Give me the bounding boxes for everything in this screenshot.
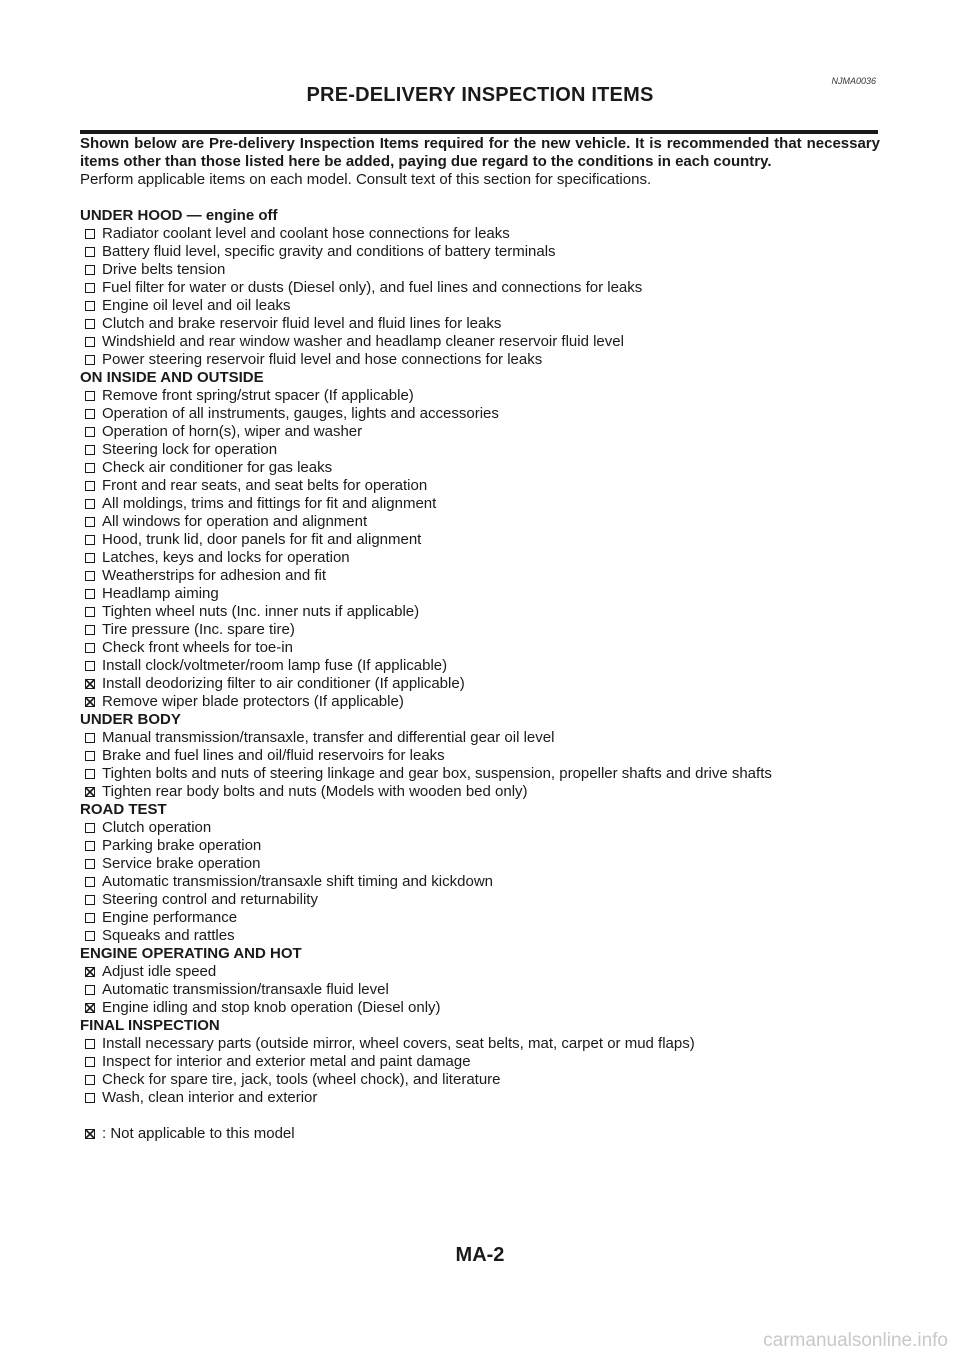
checkbox-empty-icon (85, 355, 95, 365)
checkbox-empty-icon (85, 895, 95, 905)
checklist-item-text: Manual transmission/transaxle, transfer and differential gear oil level (102, 729, 555, 746)
checklist-item-text: All moldings, trims and fittings for fit and alignment (102, 495, 437, 512)
checkbox-empty-icon (85, 337, 95, 347)
section-heading: ON INSIDE AND OUTSIDE (80, 369, 264, 386)
checkbox-empty-icon (85, 823, 95, 833)
checklist-item-text: Windshield and rear window washer and headlamp cleaner reservoir fluid level (102, 333, 624, 350)
checklist-item (80, 747, 880, 765)
checklist-item-text: Remove wiper blade protectors (If applicable) (102, 693, 404, 710)
checkbox-empty-icon (85, 859, 95, 869)
checkbox-empty-icon (85, 229, 95, 239)
checklist-item (80, 837, 880, 855)
checklist-item-text: Tighten bolts and nuts of steering linkage and gear box, suspension, propeller shafts and drive shafts (102, 765, 772, 782)
checklist-item (80, 351, 880, 369)
checkbox-empty-icon (85, 607, 95, 617)
checklist-item (80, 891, 880, 909)
checklist-item (80, 855, 880, 873)
checkbox-empty-icon (85, 841, 95, 851)
checklist-item-text: Adjust idle speed (102, 963, 217, 980)
checkbox-crossed-icon (85, 1129, 95, 1139)
checklist-item-text: Install clock/voltmeter/room lamp fuse (If applicable) (102, 657, 448, 674)
checklist-item-text: Parking brake operation (102, 837, 262, 854)
checkbox-empty-icon (85, 1093, 95, 1103)
checklist-item (80, 783, 880, 801)
checkbox-empty-icon (85, 517, 95, 527)
checkbox-empty-icon (85, 265, 95, 275)
checklist-item-text: Operation of horn(s), wiper and washer (102, 423, 363, 440)
section-heading: UNDER BODY (80, 711, 181, 728)
checkbox-empty-icon (85, 769, 95, 779)
checklist-item-text: Remove front spring/strut spacer (If applicable) (102, 387, 414, 404)
checkbox-empty-icon (85, 445, 95, 455)
section-heading: FINAL INSPECTION (80, 1017, 220, 1034)
checklist-item-text: Automatic transmission/transaxle shift timing and kickdown (102, 873, 493, 890)
checkbox-empty-icon (85, 913, 95, 923)
checklist-item (80, 315, 880, 333)
checkbox-empty-icon (85, 247, 95, 257)
checklist-item (80, 639, 880, 657)
checklist-item (80, 657, 880, 675)
checklist-item-text: Fuel filter for water or dusts (Diesel only), and fuel lines and connections for leaks (102, 279, 643, 296)
checklist-item (80, 477, 880, 495)
checklist-item (80, 729, 880, 747)
watermark: carmanualsonline.info (763, 1330, 948, 1351)
checklist-item-text: Wash, clean interior and exterior (102, 1089, 318, 1106)
checklist-item-text: Tighten wheel nuts (Inc. inner nuts if applicable) (102, 603, 420, 620)
checkbox-empty-icon (85, 553, 95, 563)
section-heading: ENGINE OPERATING AND HOT (80, 945, 302, 962)
checklist-item (80, 459, 880, 477)
checklist-item (80, 1089, 880, 1107)
checklist-item-text: Squeaks and rattles (102, 927, 235, 944)
checklist-item-text: Check air conditioner for gas leaks (102, 459, 333, 476)
checklist-item (80, 441, 880, 459)
checklist-item (80, 387, 880, 405)
checklist-item-text: Hood, trunk lid, door panels for fit and alignment (102, 531, 422, 548)
checklist-item (80, 819, 880, 837)
checklist-item-text: Tire pressure (Inc. spare tire) (102, 621, 295, 638)
checklist-item (80, 603, 880, 621)
inspection-sections (80, 207, 880, 1107)
checklist-item (80, 909, 880, 927)
checklist-item (80, 261, 880, 279)
checklist-item-text: Install deodorizing filter to air conditioner (If applicable) (102, 675, 465, 692)
checkbox-empty-icon (85, 499, 95, 509)
checklist-item-text: Clutch operation (102, 819, 212, 836)
checklist-item-text: Power steering reservoir fluid level and hose connections for leaks (102, 351, 543, 368)
checkbox-empty-icon (85, 1039, 95, 1049)
checklist-item-text: Latches, keys and locks for operation (102, 549, 350, 566)
checklist-item-text: Steering lock for operation (102, 441, 278, 458)
checklist-item-text: Headlamp aiming (102, 585, 219, 602)
checkbox-empty-icon (85, 1075, 95, 1085)
checkbox-empty-icon (85, 409, 95, 419)
checklist-item-text: Operation of all instruments, gauges, lights and accessories (102, 405, 499, 422)
checklist-item (80, 531, 880, 549)
checklist-item (80, 279, 880, 297)
checkbox-empty-icon (85, 733, 95, 743)
checkbox-empty-icon (85, 319, 95, 329)
checkbox-empty-icon (85, 391, 95, 401)
checkbox-empty-icon (85, 589, 95, 599)
checkbox-crossed-icon (85, 1003, 95, 1013)
checkbox-empty-icon (85, 283, 95, 293)
checkbox-empty-icon (85, 877, 95, 887)
checklist-item (80, 963, 880, 981)
checklist-item-text: Front and rear seats, and seat belts for operation (102, 477, 428, 494)
checklist-item (80, 585, 880, 603)
checkbox-empty-icon (85, 571, 95, 581)
checklist-item (80, 243, 880, 261)
checklist-item (80, 549, 880, 567)
checklist-item (80, 405, 880, 423)
checklist-item-text: Radiator coolant level and coolant hose connections for leaks (102, 225, 510, 242)
checklist-item-text: Tighten rear body bolts and nuts (Models with wooden bed only) (102, 783, 528, 800)
checklist-item (80, 513, 880, 531)
checkbox-empty-icon (85, 931, 95, 941)
checkbox-empty-icon (85, 985, 95, 995)
checklist-item (80, 333, 880, 351)
checkbox-empty-icon (85, 535, 95, 545)
checklist-item-text: Weatherstrips for adhesion and fit (102, 567, 327, 584)
checkbox-empty-icon (85, 643, 95, 653)
checklist-item (80, 297, 880, 315)
legend-text: : Not applicable to this model (102, 1125, 295, 1142)
document-body (80, 135, 880, 1143)
checklist-item-text: Service brake operation (102, 855, 261, 872)
checklist-item (80, 693, 880, 711)
checklist-item (80, 567, 880, 585)
checkbox-empty-icon (85, 481, 95, 491)
checklist-item-text: Steering control and returnability (102, 891, 318, 908)
checkbox-crossed-icon (85, 787, 95, 797)
checklist-item (80, 675, 880, 693)
checkbox-crossed-icon (85, 967, 95, 977)
checklist-item-text: Brake and fuel lines and oil/fluid reservoirs for leaks (102, 747, 445, 764)
checkbox-empty-icon (85, 751, 95, 761)
checklist-item-text: All windows for operation and alignment (102, 513, 368, 530)
checklist-item (80, 927, 880, 945)
title-rule (80, 130, 878, 134)
checkbox-empty-icon (85, 1057, 95, 1067)
checkbox-empty-icon (85, 427, 95, 437)
checklist-item-text: Inspect for interior and exterior metal and paint damage (102, 1053, 471, 1070)
checklist-item-text: Engine oil level and oil leaks (102, 297, 291, 314)
checklist-item-text: Battery fluid level, specific gravity and conditions of battery terminals (102, 243, 556, 260)
checklist-item (80, 495, 880, 513)
checklist-item-text: Check front wheels for toe-in (102, 639, 293, 656)
checklist-item (80, 423, 880, 441)
reference-code: NJMA0036 (831, 76, 876, 86)
checkbox-crossed-icon (85, 697, 95, 707)
intro-bold-paragraph: Shown below are Pre-delivery Inspection Items required for the new vehicle. It is recommended that necessary items other than those listed here be added, paying due regard to the conditions in each country. (80, 135, 880, 170)
section-heading: UNDER HOOD — engine off (80, 207, 278, 224)
intro-paragraph: Perform applicable items on each model. Consult text of this section for specifications. (80, 171, 652, 188)
checkbox-empty-icon (85, 625, 95, 635)
checklist-item (80, 981, 880, 999)
checklist-item (80, 1035, 880, 1053)
checklist-item (80, 225, 880, 243)
legend (80, 1125, 880, 1143)
checklist-item (80, 1071, 880, 1089)
page-number: MA-2 (455, 1244, 505, 1266)
checklist-item-text: Drive belts tension (102, 261, 226, 278)
checkbox-crossed-icon (85, 679, 95, 689)
checklist-item-text: Automatic transmission/transaxle fluid level (102, 981, 389, 998)
checkbox-empty-icon (85, 463, 95, 473)
checklist-item-text: Install necessary parts (outside mirror, wheel covers, seat belts, mat, carpet or mud flaps) (102, 1035, 695, 1052)
section-heading: ROAD TEST (80, 801, 167, 818)
checkbox-empty-icon (85, 301, 95, 311)
checklist-item (80, 1053, 880, 1071)
checkbox-empty-icon (85, 661, 95, 671)
checklist-item-text: Check for spare tire, jack, tools (wheel chock), and literature (102, 1071, 501, 1088)
checklist-item-text: Clutch and brake reservoir fluid level and fluid lines for leaks (102, 315, 502, 332)
page-title: PRE-DELIVERY INSPECTION ITEMS (306, 84, 654, 106)
checklist-item-text: Engine idling and stop knob operation (Diesel only) (102, 999, 441, 1016)
checklist-item (80, 765, 880, 783)
checklist-item-text: Engine performance (102, 909, 238, 926)
checklist-item (80, 873, 880, 891)
checklist-item (80, 621, 880, 639)
checklist-item (80, 999, 880, 1017)
